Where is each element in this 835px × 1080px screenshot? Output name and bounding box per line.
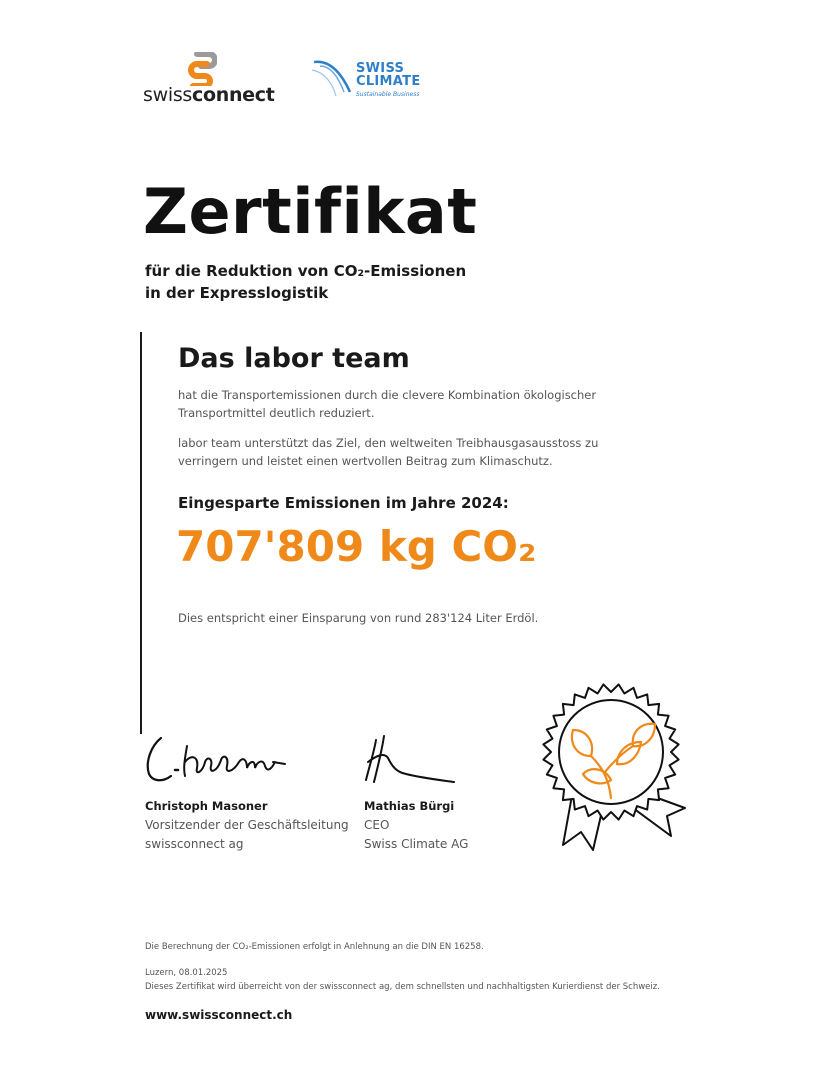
swissconnect-logo-icon xyxy=(187,52,217,86)
website-link[interactable]: www.swissconnect.ch xyxy=(145,1008,293,1022)
signatory-1-name: Christoph Masoner xyxy=(145,799,268,813)
swissconnect-wordmark: swissconnect xyxy=(143,84,275,106)
signatory-1-role: Vorsitzender der Geschäftsleitung xyxy=(145,818,349,832)
savings-label: Eingesparte Emissionen im Jahre 2024: xyxy=(178,494,509,512)
signatory-1-company: swissconnect ag xyxy=(145,837,244,851)
signatory-1 xyxy=(145,797,349,854)
signatory-2 xyxy=(364,797,468,854)
swissclimate-line1: SWISS xyxy=(356,61,405,76)
recipient-paragraph-1: hat die Transportemissionen durch die clevere Kombination ökologischer Transportmittel deutlich reduziert. xyxy=(178,388,597,420)
subtitle-line1: für die Reduktion von CO₂-Emissionen xyxy=(145,262,467,280)
recipient-paragraph-2: labor team unterstützt das Ziel, den weltweiten Treibhausgasausstoss zu verringern und leistet einen wertvollen Beitrag zum Klimaschutz. xyxy=(178,436,599,468)
swissclimate-logo-icon xyxy=(310,56,360,100)
swissclimate-logo xyxy=(310,54,440,104)
swissconnect-logo xyxy=(143,52,283,104)
award-seal-leaf-icon xyxy=(533,680,693,860)
subtitle-line2: in der Expresslogistik xyxy=(145,284,329,302)
place-date: Luzern, 08.01.2025 xyxy=(145,968,228,978)
swissclimate-tagline: Sustainable Business xyxy=(356,91,420,98)
savings-amount: 707'809 kg CO₂ xyxy=(176,522,537,571)
swissclimate-line2: CLIMATE xyxy=(356,74,421,89)
recipient-name: Das labor team xyxy=(178,343,410,374)
vertical-divider xyxy=(140,332,142,734)
calculation-note: Die Berechnung der CO₂-Emissionen erfolgt in Anlehnung an die DIN EN 16258. xyxy=(145,942,484,952)
signature-masoner xyxy=(143,732,293,788)
signature-buergi xyxy=(362,732,462,788)
signatory-2-name: Mathias Bürgi xyxy=(364,799,455,813)
signatory-2-role: CEO xyxy=(364,818,390,832)
issued-by-note: Dieses Zertifikat wird überreicht von der swissconnect ag, dem schnellsten und nachhaltigsten Kurierdienst der Schweiz. xyxy=(145,982,660,992)
signatory-2-company: Swiss Climate AG xyxy=(364,837,469,851)
savings-equivalent: Dies entspricht einer Einsparung von rund 283'124 Liter Erdöl. xyxy=(178,611,539,625)
certificate-title: Zertifikat xyxy=(143,175,478,248)
certificate-subtitle xyxy=(145,260,466,304)
